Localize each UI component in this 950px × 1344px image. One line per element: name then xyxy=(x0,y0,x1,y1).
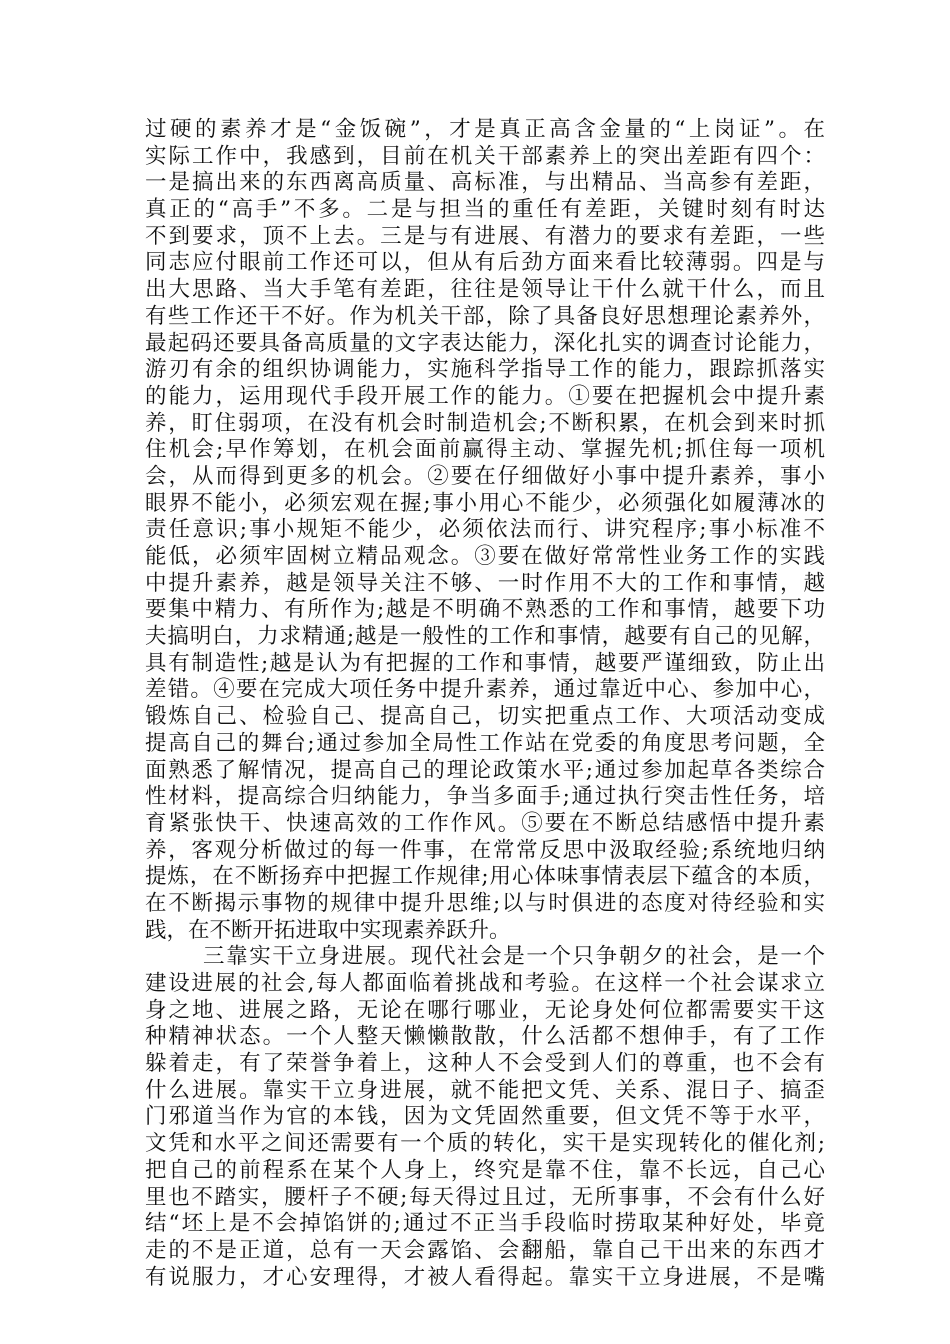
text-line: 身之地、进展之路，无论在哪行哪业，无论身处何位都需要实干这 xyxy=(145,997,825,1023)
text-line: 有说服力，才心安理得，才被人看得起。靠实干立身进展，不是嘴 xyxy=(145,1264,825,1290)
paragraph-1 xyxy=(145,117,825,944)
text-line: 一是搞出来的东西离高质量、高标准，与出精品、当高参有差距， xyxy=(145,170,825,196)
text-line: 最起码还要具备高质量的文字表达能力，深化扎实的调查讨论能力， xyxy=(145,330,825,356)
text-line: 真正的“高手”不多。二是与担当的重任有差距，关键时刻有时达 xyxy=(145,197,825,223)
text-line: 中提升素养，越是领导关注不够、一时作用不大的工作和事情，越 xyxy=(145,570,825,596)
text-line: 把自己的前程系在某个人身上，终究是靠不住，靠不长远，自己心 xyxy=(145,1157,825,1183)
text-line: 有些工作还干不好。作为机关干部，除了具备良好思想理论素养外， xyxy=(145,303,825,329)
text-line: 实际工作中，我感到，目前在机关干部素养上的突出差距有四个： xyxy=(145,143,825,169)
text-line: 要集中精力、有所作为;越是不明确不熟悉的工作和事情，越要下功 xyxy=(145,597,825,623)
text-line: 走的不是正道，总有一天会露馅、会翻船，靠自己干出来的东西才 xyxy=(145,1237,825,1263)
text-line: 门邪道当作为官的本钱，因为文凭固然重要，但文凭不等于水平， xyxy=(145,1104,825,1130)
text-line: 出大思路、当大手笔有差距，往往是领导让干什么就干什么，而且 xyxy=(145,277,825,303)
text-line: 里也不踏实，腰杆子不硬;每天得过且过，无所事事，不会有什么好 xyxy=(145,1184,825,1210)
text-line: 的能力，运用现代手段开展工作的能力。①要在把握机会中提升素 xyxy=(145,383,825,409)
text-line: 性材料，提高综合归纳能力，争当多面手;通过执行突击性任务，培 xyxy=(145,784,825,810)
text-line: 同志应付眼前工作还可以，但从有后劲方面来看比较薄弱。四是与 xyxy=(145,250,825,276)
text-line: 养，客观分析做过的每一件事，在常常反思中汲取经验;系统地归纳 xyxy=(145,837,825,863)
text-line: 具有制造性;越是认为有把握的工作和事情，越要严谨细致，防止出 xyxy=(145,650,825,676)
text-line: 养，盯住弱项，在没有机会时制造机会;不断积累，在机会到来时抓 xyxy=(145,410,825,436)
text-line: 在不断揭示事物的规律中提升思维;以与时俱进的态度对待经验和实 xyxy=(145,890,825,916)
text-line: 种精神状态。一个人整天懒懒散散，什么活都不想伸手，有了工作 xyxy=(145,1024,825,1050)
text-line: 文凭和水平之间还需要有一个质的转化，实干是实现转化的催化剂; xyxy=(145,1131,825,1157)
text-line: 责任意识;事小规矩不能少，必须依法而行、讲究程序;事小标准不 xyxy=(145,517,825,543)
text-line: 锻炼自己、检验自己、提高自己，切实把重点工作、大项活动变成 xyxy=(145,704,825,730)
text-line: 眼界不能小，必须宏观在握;事小用心不能少，必须强化如履薄冰的 xyxy=(145,490,825,516)
text-line: 践，在不断开拓进取中实现素养跃升。 xyxy=(145,917,511,943)
text-line: 面熟悉了解情况，提高自己的理论政策水平;通过参加起草各类综合 xyxy=(145,757,825,783)
text-line: 住机会;早作筹划，在机会面前赢得主动、掌握先机;抓住每一项机 xyxy=(145,437,825,463)
text-line: 育紧张快干、快速高效的工作作风。⑤要在不断总结感悟中提升素 xyxy=(145,810,825,836)
text-line: 提炼，在不断扬弃中把握工作规律;用心体味事情表层下蕴含的本质， xyxy=(145,864,825,890)
text-line: 差错。④要在完成大项任务中提升素养，通过靠近中心、参加中心， xyxy=(145,677,825,703)
text-line: 不到要求，顶不上去。三是与有进展、有潜力的要求有差距，一些 xyxy=(145,223,825,249)
paragraph-2 xyxy=(145,944,825,1291)
body-text xyxy=(145,117,825,1291)
text-line: 游刃有余的组织协调能力，实施科学指导工作的能力，跟踪抓落实 xyxy=(145,357,825,383)
text-line: 能低，必须牢固树立精品观念。③要在做好常常性业务工作的实践 xyxy=(145,544,825,569)
text-line: 夫搞明白，力求精通;越是一般性的工作和事情，越要有自己的见解， xyxy=(145,624,825,650)
text-line: 会，从而得到更多的机会。②要在仔细做好小事中提升素养，事小 xyxy=(145,463,825,489)
text-line: 三靠实干立身进展。现代社会是一个只争朝夕的社会，是一个 xyxy=(203,944,825,970)
text-line: 什么进展。靠实干立身进展，就不能把文凭、关系、混日子、搞歪 xyxy=(145,1077,825,1103)
text-line: 提高自己的舞台;通过参加全局性工作站在党委的角度思考问题，全 xyxy=(145,730,825,756)
text-line: 结“坯上是不会掉馅饼的;通过不正当手段临时捞取某种好处，毕竟 xyxy=(145,1211,825,1237)
text-line: 建设进展的社会,每人都面临着挑战和考验。在这样一个社会谋求立 xyxy=(145,971,825,996)
text-line: 过硬的素养才是“金饭碗”，才是真正高含金量的“上岗证”。在 xyxy=(145,117,825,142)
text-line: 躲着走，有了荣誉争着上，这种人不会受到人们的尊重，也不会有 xyxy=(145,1051,825,1077)
